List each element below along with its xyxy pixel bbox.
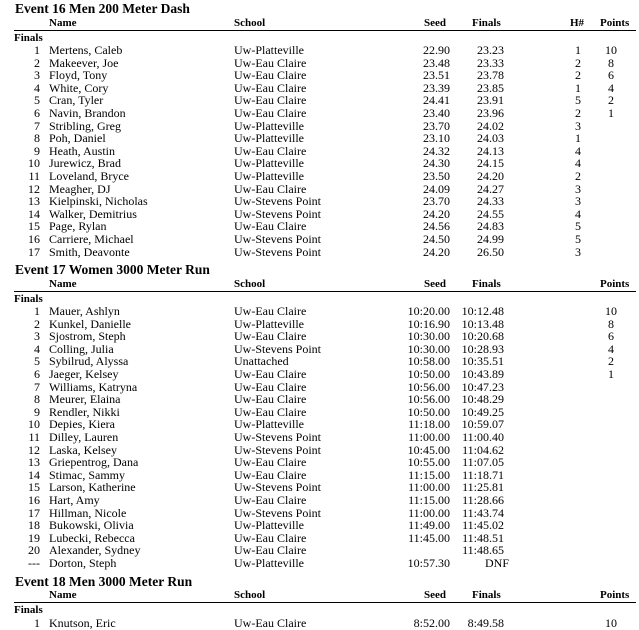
school-cell: Uw-Platteville [234,316,304,331]
seed-cell: 11:45.00 [408,530,450,545]
table-row [0,330,639,343]
seed-cell: 22.90 [423,43,450,57]
seed-cell: 23.48 [423,55,450,70]
school-cell: Uw-Eau Claire [234,80,307,95]
points-cell: 1 [608,367,614,381]
col-header-name: Name [49,278,77,290]
seed-cell: 23.70 [423,118,450,133]
finals-cell: 10:28.93 [461,341,504,356]
heat-cell: 3 [575,244,581,259]
finals-cell: 10:20.68 [461,329,504,344]
seed-cell: 10:56.00 [407,392,450,407]
finals-cell: 10:35.51 [461,354,504,369]
col-header-finals: Finals [472,278,501,290]
name-cell: Meurer, Elaina [49,392,121,407]
round-label: Finals [14,604,43,616]
points-cell: 2 [608,93,614,108]
place-cell: 8 [34,392,40,407]
finals-cell: 11:18.71 [462,467,504,482]
seed-cell: 24.30 [423,156,450,171]
name-cell: Page, Rylan [49,219,107,234]
finals-cell: 11:04.62 [462,442,504,457]
finals-cell: 11:45.02 [462,518,504,533]
name-cell: Lubecki, Rebecca [49,530,135,545]
name-cell: Kunkel, Danielle [49,316,131,331]
place-cell: 4 [34,341,40,356]
place-cell: 8 [34,131,40,146]
finals-cell: 24.83 [477,219,504,234]
name-cell: Meagher, DJ [49,181,111,196]
school-cell: Uw-Stevens Point [234,505,321,520]
name-cell: Walker, Demitrius [49,206,137,221]
name-cell: Hart, Amy [49,493,100,507]
heat-cell: 4 [575,156,581,171]
place-cell: 15 [28,480,40,495]
points-cell: 10 [605,43,617,57]
table-row [0,519,639,532]
school-cell: Uw-Platteville [234,131,304,146]
school-cell: Uw-Eau Claire [234,616,307,630]
school-cell: Uw-Eau Claire [234,181,307,196]
points-cell: 6 [608,329,614,344]
school-cell: Uw-Eau Claire [234,392,307,407]
name-cell: Mertens, Caleb [49,43,123,57]
name-cell: Stribling, Greg [49,118,121,133]
name-cell: Smith, Deavonte [49,244,130,259]
finals-cell: 26.50 [477,244,504,259]
name-cell: Sybilrud, Alyssa [49,354,129,369]
points-cell: 2 [608,354,614,369]
name-cell: Williams, Katryna [49,379,138,394]
seed-cell: 24.20 [423,244,450,259]
finals-cell: 11:43.74 [462,505,504,520]
place-cell: 14 [28,467,40,482]
seed-cell: 10:57.30 [407,556,450,570]
heat-cell: 2 [575,55,581,70]
place-cell: 4 [34,80,40,95]
heat-cell: 1 [575,80,581,95]
name-cell: Laska, Kelsey [49,442,117,457]
name-cell: Loveland, Bryce [49,169,129,183]
seed-cell: 24.50 [423,232,450,246]
place-cell: 17 [28,505,40,520]
name-cell: Kielpinski, Nicholas [49,194,148,209]
col-header-seed: Seed [424,17,446,29]
school-cell: Uw-Eau Claire [234,68,307,83]
name-cell: Cran, Tyler [49,93,104,108]
heat-cell: 4 [575,143,581,158]
name-cell: Poh, Daniel [49,131,106,146]
seed-cell: 10:56.00 [407,379,450,394]
table-row [0,557,639,570]
name-cell: Hillman, Nicole [49,505,127,520]
school-cell: Uw-Stevens Point [234,232,321,246]
seed-cell: 11:15.00 [408,467,450,482]
round-label: Finals [14,32,43,44]
name-cell: Colling, Julia [49,341,114,356]
name-cell: Jaeger, Kelsey [49,367,119,381]
place-cell: 19 [28,530,40,545]
seed-cell: 10:58.00 [407,354,450,369]
finals-cell: 11:28.66 [462,493,504,507]
table-row [0,494,639,507]
school-cell: Uw-Eau Claire [234,530,307,545]
finals-cell: 24.20 [477,169,504,183]
school-cell: Uw-Platteville [234,43,304,57]
name-cell: White, Cory [49,80,109,95]
seed-cell: 10:30.00 [407,341,450,356]
finals-cell: 24.27 [477,181,504,196]
school-cell: Uw-Stevens Point [234,244,321,259]
place-cell: 1 [34,304,40,318]
school-cell: Uw-Stevens Point [234,206,321,221]
table-row [0,195,639,208]
points-cell: 6 [608,68,614,83]
seed-cell: 24.20 [423,206,450,221]
school-cell: Uw-Platteville [234,118,304,133]
finals-cell: 23.96 [477,106,504,120]
seed-cell: 10:20.00 [407,304,450,318]
seed-cell: 23.51 [423,68,450,83]
event-title: Event 18 Men 3000 Meter Run [15,574,193,589]
col-header-points: Points [600,17,630,29]
place-cell: 2 [34,316,40,331]
finals-cell: 10:48.29 [461,392,504,407]
finals-cell: 11:07.05 [462,455,504,470]
place-cell: 13 [28,194,40,209]
place-cell: 3 [34,68,40,83]
heat-cell: 3 [575,181,581,196]
finals-cell: 23.91 [477,93,504,108]
name-cell: Makeever, Joe [49,55,119,70]
table-row [0,456,639,469]
school-cell: Uw-Eau Claire [234,93,307,108]
table-row [0,368,639,381]
seed-cell: 10:55.00 [407,455,450,470]
name-cell: Griepentrog, Dana [49,455,139,470]
seed-cell: 10:50.00 [407,404,450,419]
place-cell: 13 [28,455,40,470]
seed-cell: 11:15.00 [408,493,450,507]
name-cell: Mauer, Ashlyn [49,304,120,318]
place-cell: 10 [28,156,40,171]
place-cell: 11 [28,430,40,444]
finals-cell: 11:48.51 [462,530,504,545]
name-cell: Floyd, Tony [49,68,108,83]
seed-cell: 23.70 [423,194,450,209]
place-cell: 1 [34,43,40,57]
school-cell: Uw-Stevens Point [234,341,321,356]
seed-cell: 24.56 [423,219,450,234]
name-cell: Larson, Katherine [49,480,136,495]
place-cell: 5 [34,354,40,369]
school-cell: Uw-Eau Claire [234,455,307,470]
seed-cell: 11:00.00 [408,505,450,520]
place-cell: 16 [28,493,40,507]
seed-cell: 11:00.00 [408,430,450,444]
seed-cell: 24.32 [423,143,450,158]
school-cell: Uw-Stevens Point [234,194,321,209]
name-cell: Bukowski, Olivia [49,518,134,533]
table-row [0,44,639,57]
place-cell: 14 [28,206,40,221]
place-cell: 10 [28,417,40,432]
finals-cell: 11:00.40 [462,430,504,444]
place-cell: 9 [34,404,40,419]
seed-cell: 11:18.00 [408,417,450,432]
seed-cell: 24.09 [423,181,450,196]
col-header-finals: Finals [472,589,501,601]
school-cell: Uw-Eau Claire [234,55,307,70]
finals-cell: 24.15 [477,156,504,171]
col-header-points: Points [600,589,630,601]
event-title: Event 16 Men 200 Meter Dash [15,1,190,16]
finals-cell: 10:13.48 [461,316,504,331]
name-cell: Rendler, Nikki [49,404,120,419]
school-cell: Uw-Eau Claire [234,143,307,158]
place-cell: 17 [28,244,40,259]
table-row [0,393,639,406]
school-cell: Uw-Platteville [234,556,304,570]
school-cell: Uw-Eau Claire [234,106,307,120]
finals-cell: 23.85 [477,80,504,95]
heat-cell: 2 [575,106,581,120]
finals-cell: 10:49.25 [461,404,504,419]
school-cell: Uw-Eau Claire [234,367,307,381]
school-cell: Uw-Platteville [234,169,304,183]
col-header-name: Name [49,17,77,29]
place-cell: 20 [28,543,40,558]
seed-cell: 10:50.00 [407,367,450,381]
finals-cell: DNF [484,556,509,570]
finals-cell: 23.78 [477,68,504,83]
seed-cell: 10:30.00 [407,329,450,344]
seed-cell: 23.50 [423,169,450,183]
seed-cell: 23.10 [423,131,450,146]
col-header-school: School [234,589,266,601]
place-cell: 1 [34,616,40,630]
points-cell: 1 [608,106,614,120]
school-cell: Uw-Platteville [234,156,304,171]
round-label: Finals [14,293,43,305]
finals-cell: 10:47.23 [461,379,504,394]
school-cell: Uw-Stevens Point [234,480,321,495]
finals-cell: 24.02 [477,118,504,133]
place-cell: --- [28,556,40,570]
finals-cell: 8:49.58 [467,616,504,630]
school-cell: Uw-Eau Claire [234,379,307,394]
place-cell: 15 [28,219,40,234]
col-header-school: School [234,278,266,290]
heat-cell: 5 [575,93,581,108]
finals-cell: 24.03 [477,131,504,146]
place-cell: 16 [28,232,40,246]
school-cell: Uw-Eau Claire [234,404,307,419]
finals-cell: 24.13 [477,143,504,158]
col-header-seed: Seed [424,278,446,290]
points-cell: 8 [608,316,614,331]
school-cell: Uw-Eau Claire [234,493,307,507]
header-rule [14,602,636,603]
table-row [0,246,639,259]
heat-cell: 3 [575,194,581,209]
event-title: Event 17 Women 3000 Meter Run [15,262,210,277]
col-header-name: Name [49,589,77,601]
place-cell: 11 [28,169,40,183]
table-row [0,132,639,145]
heat-cell: 4 [575,206,581,221]
name-cell: Navin, Brandon [49,106,126,120]
finals-cell: 11:25.81 [462,480,504,495]
school-cell: Uw-Stevens Point [234,430,321,444]
heat-cell: 5 [575,232,581,246]
place-cell: 12 [28,442,40,457]
place-cell: 7 [34,118,40,133]
finals-cell: 23.23 [477,43,504,57]
points-cell: 10 [605,304,617,318]
col-header-seed: Seed [424,589,446,601]
table-row [0,305,639,318]
heat-cell: 2 [575,68,581,83]
place-cell: 2 [34,55,40,70]
table-row [0,69,639,82]
heat-cell: 2 [575,169,581,183]
place-cell: 7 [34,379,40,394]
name-cell: Knutson, Eric [49,616,116,630]
name-cell: Stimac, Sammy [49,467,125,482]
name-cell: Depies, Kiera [49,417,115,432]
school-cell: Uw-Eau Claire [234,467,307,482]
finals-cell: 24.55 [477,206,504,221]
name-cell: Alexander, Sydney [49,543,141,558]
points-cell: 4 [608,341,614,356]
col-header-finals: Finals [472,17,501,29]
col-header-points: Points [600,278,630,290]
finals-cell: 24.33 [477,194,504,209]
points-cell: 8 [608,55,614,70]
table-row [0,617,639,630]
name-cell: Dorton, Steph [49,556,117,570]
school-cell: Uw-Eau Claire [234,304,307,318]
place-cell: 12 [28,181,40,196]
seed-cell: 23.39 [423,80,450,95]
school-cell: Uw-Stevens Point [234,442,321,457]
place-cell: 18 [28,518,40,533]
seed-cell: 24.41 [423,93,450,108]
header-rule [14,30,636,31]
finals-cell: 10:59.07 [461,417,504,432]
name-cell: Sjostrom, Steph [49,329,126,344]
table-row [0,170,639,183]
finals-cell: 11:48.65 [462,543,504,558]
finals-cell: 24.99 [477,232,504,246]
school-cell: Uw-Eau Claire [234,329,307,344]
table-row [0,431,639,444]
heat-cell: 3 [575,118,581,133]
heat-cell: 1 [575,43,581,57]
finals-cell: 10:12.48 [461,304,504,318]
heat-cell: 1 [575,131,581,146]
seed-cell: 10:45.00 [407,442,450,457]
col-header-school: School [234,17,266,29]
place-cell: 9 [34,143,40,158]
place-cell: 6 [34,367,40,381]
school-cell: Unattached [234,354,289,369]
seed-cell: 11:49.00 [408,518,450,533]
seed-cell: 8:52.00 [413,616,450,630]
points-cell: 4 [608,80,614,95]
seed-cell: 23.40 [423,106,450,120]
finals-cell: 10:43.89 [461,367,504,381]
table-row [0,107,639,120]
heat-cell: 5 [575,219,581,234]
finals-cell: 23.33 [477,55,504,70]
name-cell: Heath, Austin [49,143,115,158]
place-cell: 5 [34,93,40,108]
table-row [0,233,639,246]
name-cell: Dilley, Lauren [49,430,119,444]
points-cell: 10 [605,616,617,630]
seed-cell: 10:16.90 [407,316,450,331]
seed-cell: 11:00.00 [408,480,450,495]
school-cell: Uw-Platteville [234,518,304,533]
school-cell: Uw-Eau Claire [234,219,307,234]
name-cell: Carriere, Michael [49,232,134,246]
school-cell: Uw-Platteville [234,417,304,432]
col-header-heat: H# [570,17,585,29]
place-cell: 3 [34,329,40,344]
school-cell: Uw-Eau Claire [234,543,307,558]
name-cell: Jurewicz, Brad [49,156,121,171]
header-rule [14,291,636,292]
place-cell: 6 [34,106,40,120]
